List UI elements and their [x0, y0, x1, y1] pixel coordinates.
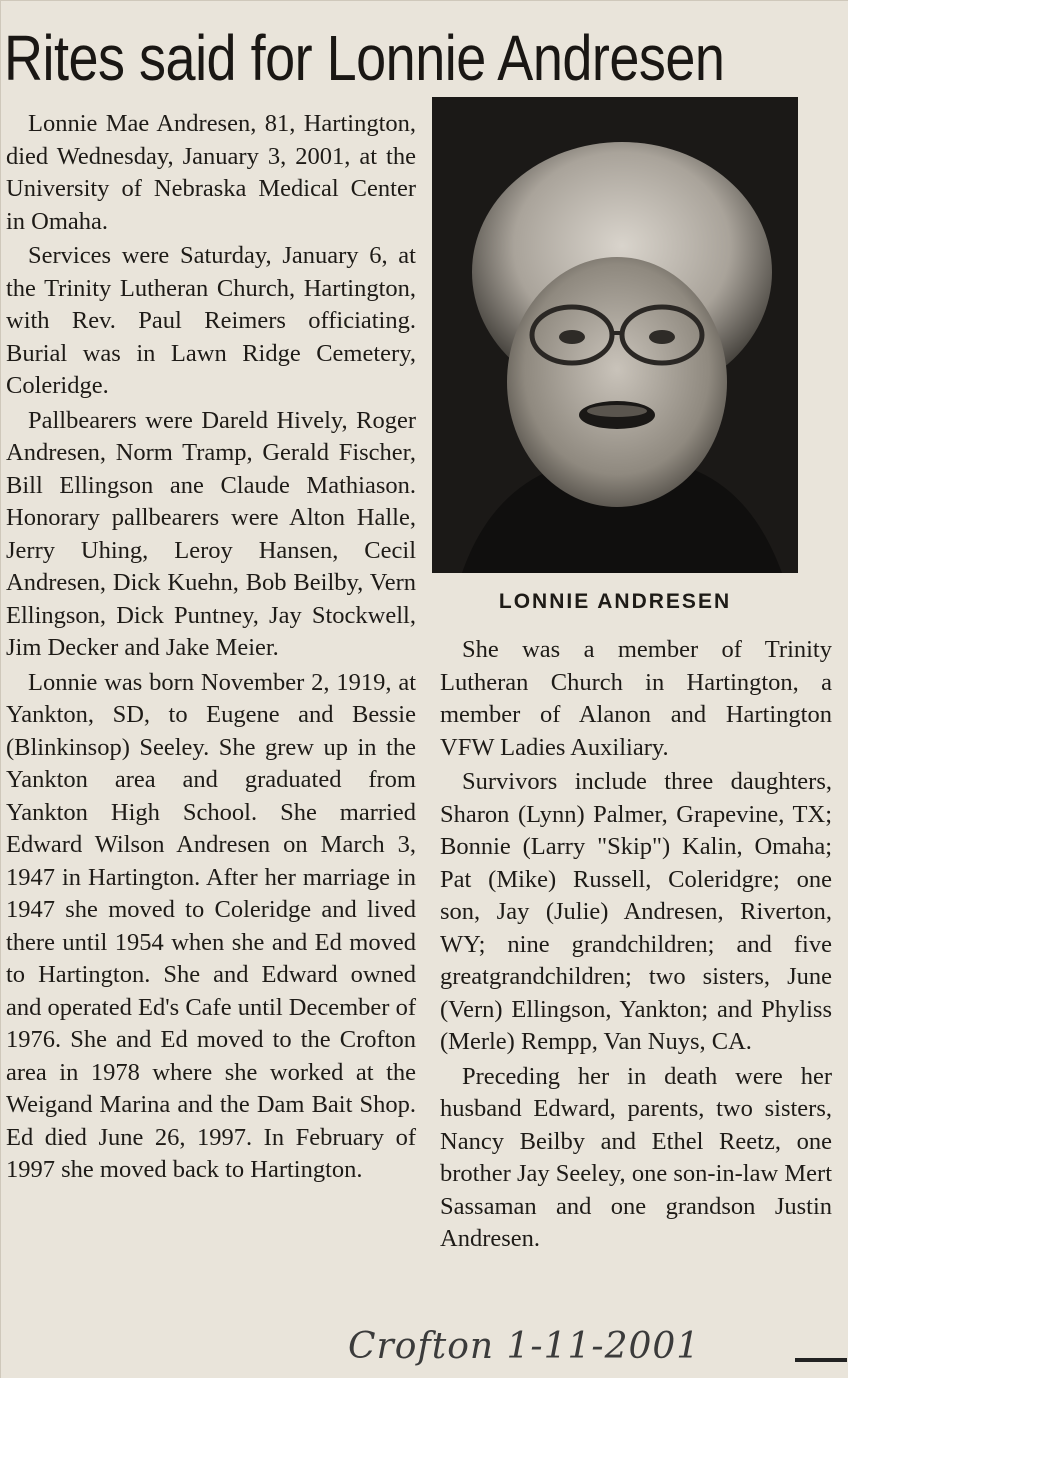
portrait-image — [432, 97, 798, 573]
photo-caption: LONNIE ANDRESEN — [498, 590, 732, 613]
left-column — [6, 108, 416, 1187]
paragraph-pallbearers: Pallbearers were Dareld Hively, Roger Andresen, Norm Tramp, Gerald Fischer, Bill Ellingson ane Claude Mathiason. Honorary pallbearers were Alton Halle, Jerry Uhing, Leroy Hansen, Cecil Andresen, Dick Kuehn, Bob Beilby, Vern Ellingson, Dick Puntney, Jay Stockwell, Jim Decker and Jake Meier. — [6, 406, 416, 661]
paragraph-survivors: Survivors include three daughters, Sharon (Lynn) Palmer, Grapevine, TX; Bonnie (Larry "Skip") Kalin, Omaha; Pat (Mike) Russell, Coleridgre; one son, Jay (Julie) Andresen, Riverton, WY; nine grandchildren; and five greatgrandchildren; two sisters, June (Vern) Ellingson, Yankton; and Phyliss (Merle) Rempp, Van Nuys, CA. — [440, 768, 832, 1055]
column-end-rule — [795, 1358, 847, 1362]
paragraph-memberships: She was a member of Trinity Lutheran Church in Hartington, a member of Alanon and Hartington VFW Ladies Auxiliary. — [440, 636, 832, 761]
portrait-photo — [432, 97, 798, 573]
paragraph-death-notice: Lonnie Mae Andresen, 81, Hartington, died Wednesday, January 3, 2001, at the University of Nebraska Medical Center in Omaha. — [6, 110, 416, 235]
paragraph-preceded: Preceding her in death were her husband Edward, parents, two sisters, Nancy Beilby and Ethel Reetz, one brother Jay Seeley, one son-in-law Mert Sassaman and one grandson Justin Andresen. — [440, 1062, 832, 1252]
paragraph-services: Services were Saturday, January 6, at the Trinity Lutheran Church, Hartington, with Rev. Paul Reimers officiating. Burial was in Lawn Ridge Cemetery, Coleridge. — [6, 242, 416, 399]
paragraph-biography: Lonnie was born November 2, 1919, at Yankton, SD, to Eugene and Bessie (Blinkinsop) Seeley. She grew up in the Yankton area and graduated from Yankton High School. She married Edward Wilson Andresen on March 3, 1947 in Hartington. After her marriage in 1947 she moved to Coleridge and lived there until 1954 when she and Ed moved to Hartington. She and Edward owned and operated Ed's Cafe until December of 1976. She and Ed moved to the Crofton area in 1978 where she worked at the Weigand Marina and the Dam Bait Shop. Ed died June 26, 1997. In February of 1997 she moved back to Hartington. — [6, 668, 416, 1183]
handwritten-note: Crofton 1-11-2001 — [348, 1326, 701, 1367]
headline: Rites said for Lonnie Andresen — [4, 23, 725, 94]
right-column — [440, 634, 832, 1256]
